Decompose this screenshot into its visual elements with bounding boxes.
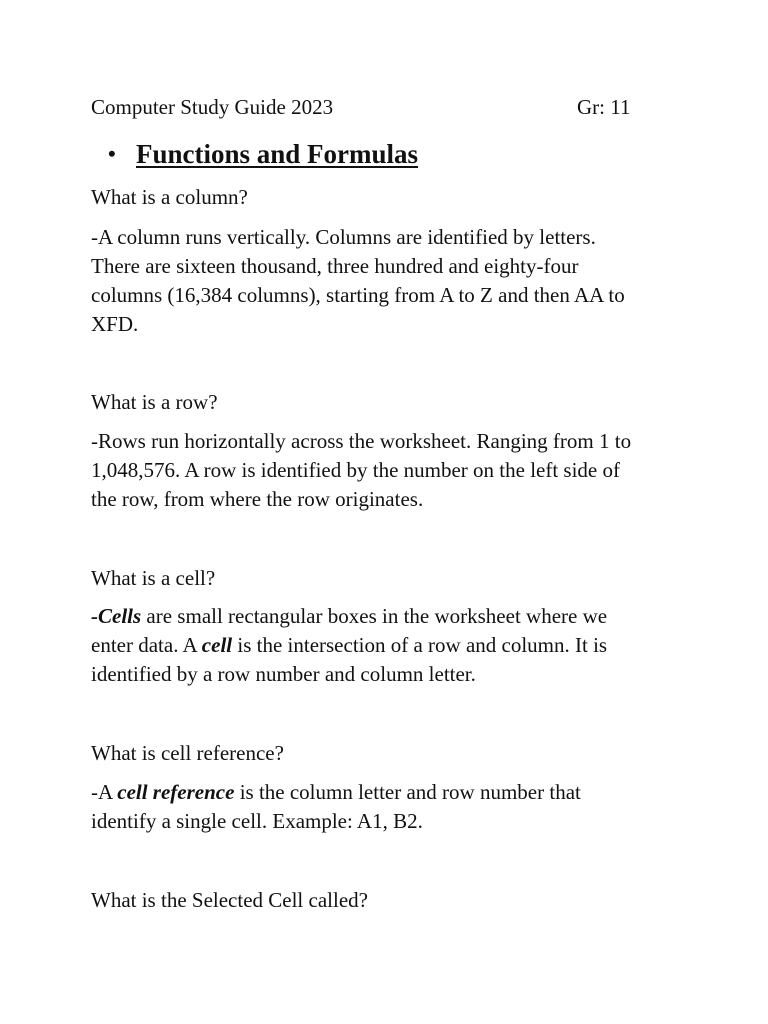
- bullet-icon: •: [108, 141, 116, 166]
- answer-line: columns (16,384 columns), starting from A to Z and then AA to: [91, 283, 625, 307]
- answer-row: [91, 427, 691, 514]
- answer-line: identified by a row number and column letter.: [91, 662, 476, 686]
- question-selected-cell: What is the Selected Cell called?: [91, 888, 368, 912]
- answer-text: enter data. A: [91, 633, 202, 657]
- answer-cell: [91, 602, 691, 689]
- answer-text: -A: [91, 780, 118, 804]
- section-heading: [108, 138, 418, 170]
- section-heading-text: Functions and Formulas: [136, 139, 419, 169]
- answer-text: are small rectangular boxes in the worksheet where we: [141, 604, 608, 628]
- answer-line: [91, 631, 691, 660]
- answer-column: [91, 223, 691, 339]
- question-cell-reference: What is cell reference?: [91, 741, 284, 765]
- term-cell: cell: [201, 633, 233, 657]
- document-title: Computer Study Guide 2023: [91, 95, 334, 119]
- term-cell-reference: cell reference: [117, 780, 235, 804]
- answer-line: identify a single cell. Example: A1, B2.: [91, 809, 423, 833]
- answer-line: XFD.: [91, 312, 139, 336]
- answer-line: 1,048,576. A row is identified by the number on the left side of: [91, 458, 620, 482]
- answer-dash: -: [91, 604, 98, 628]
- question-cell: What is a cell?: [91, 566, 216, 590]
- answer-cell-reference: [91, 778, 691, 836]
- answer-line: [91, 602, 691, 631]
- answer-line: [91, 778, 691, 807]
- answer-text: is the intersection of a row and column. It is: [232, 633, 608, 657]
- answer-text: is the column letter and row number that: [234, 780, 581, 804]
- answer-line: -Rows run horizontally across the worksheet. Ranging from 1 to: [91, 429, 632, 453]
- answer-line: -A column runs vertically. Columns are identified by letters.: [91, 225, 596, 249]
- question-row: What is a row?: [91, 390, 218, 414]
- grade-label: Gr: 11: [577, 95, 631, 119]
- answer-line: There are sixteen thousand, three hundred and eighty-four: [91, 254, 579, 278]
- question-column: What is a column?: [91, 185, 248, 209]
- term-cells: Cells: [98, 604, 142, 628]
- answer-line: the row, from where the row originates.: [91, 487, 424, 511]
